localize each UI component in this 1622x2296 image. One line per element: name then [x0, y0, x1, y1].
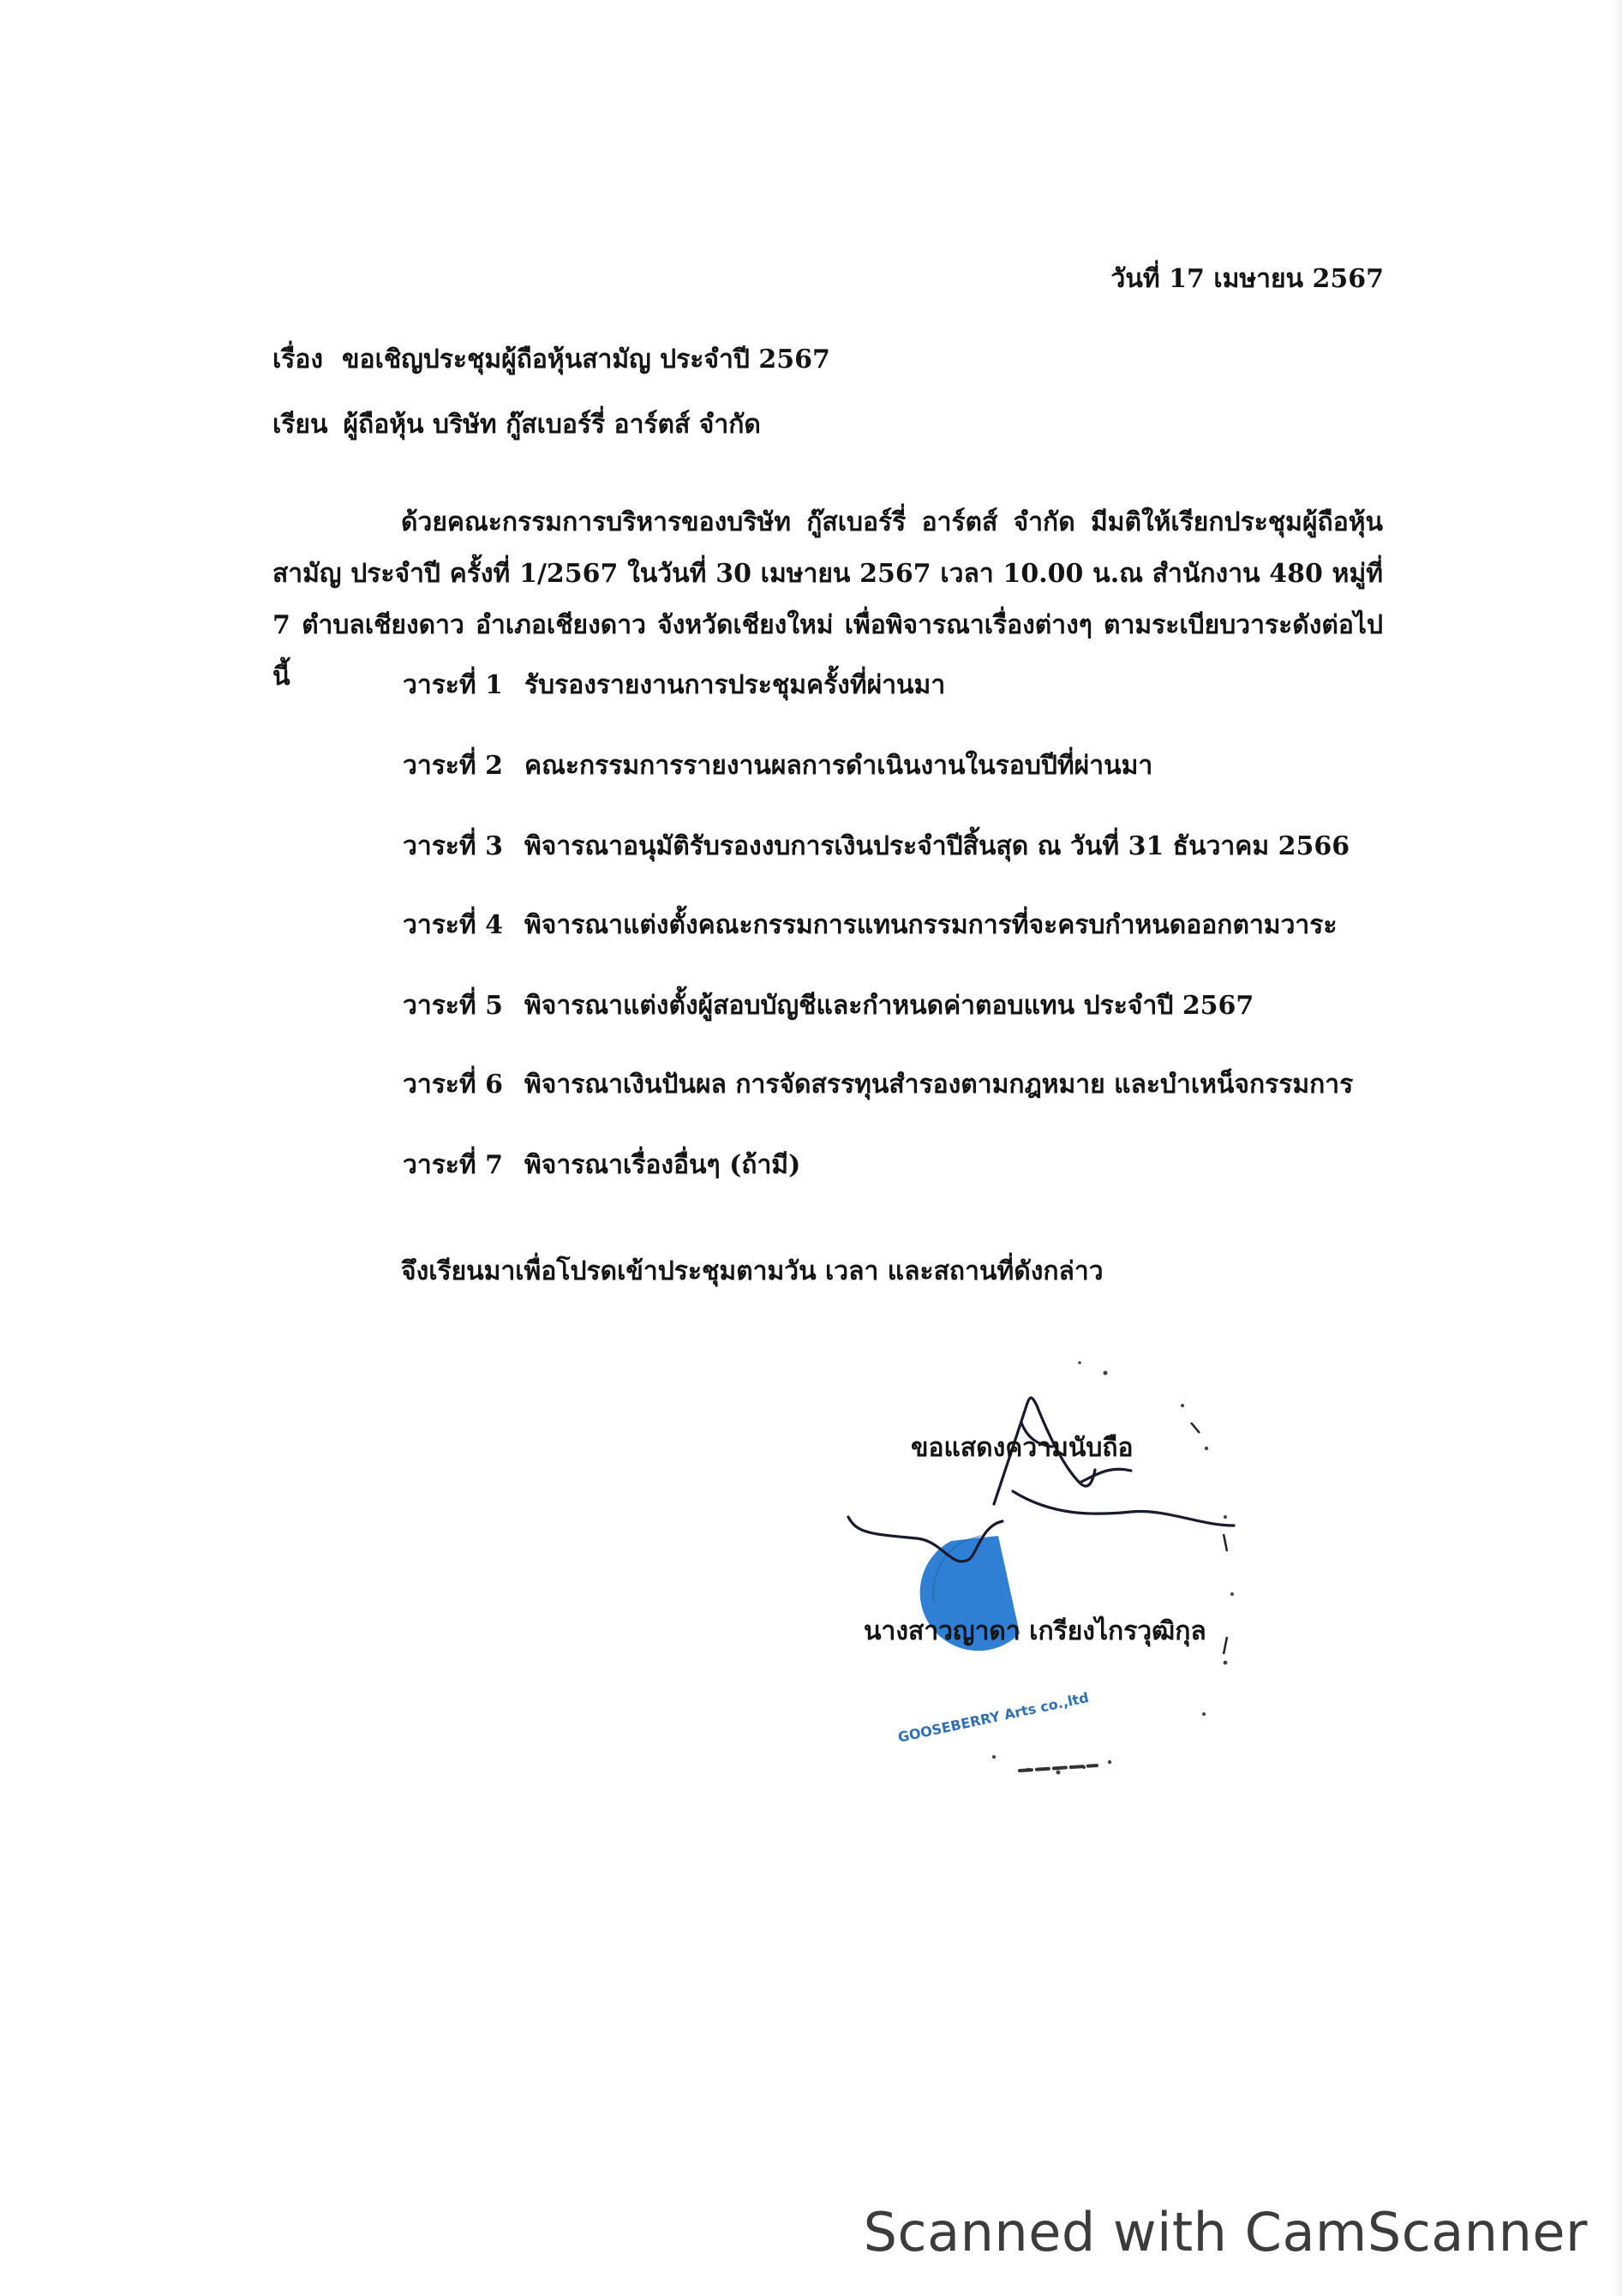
signature-icon: [848, 1398, 1234, 1562]
agenda-number: วาระที่ 3: [403, 831, 504, 861]
agenda-item: [403, 1150, 800, 1181]
agenda-number: วาระที่ 2: [403, 751, 504, 781]
agenda-text: พิจารณาอนุมัติรับรองงบการเงินประจำปีสิ้นสุด ณ วันที่ 31 ธันวาคม 2566: [524, 831, 1350, 861]
recipient-text: ผู้ถือหุ้น บริษัท กู๊สเบอร์รี่ อาร์ตส์ จำกัด: [343, 410, 761, 440]
agenda-text: พิจารณาแต่งตั้งคณะกรรมการแทนกรรมการที่จะครบกำหนดออกตามวาระ: [524, 910, 1338, 940]
letter-recipient: [272, 410, 761, 441]
agenda-number: วาระที่ 1: [403, 670, 504, 700]
agenda-item: [403, 991, 1254, 1022]
agenda-text: รับรองรายงานการประชุมครั้งที่ผ่านมา: [524, 670, 946, 700]
agenda-text: พิจารณาแต่งตั้งผู้สอบบัญชีและกำหนดค่าตอบแทน ประจำปี 2567: [524, 991, 1254, 1021]
letter-closing: จึงเรียนมาเพื่อโปรดเข้าประชุมตามวัน เวลา และสถานที่ดังกล่าว: [401, 1256, 1104, 1286]
agenda-item: [403, 910, 1338, 941]
agenda-number: วาระที่ 4: [403, 910, 504, 940]
letter-date: วันที่ 17 เมษายน 2567: [1110, 264, 1384, 294]
page-edge-shadow: [1613, 0, 1622, 2296]
agenda-text: คณะกรรมการรายงานผลการดำเนินงานในรอบปีที่ผ่านมา: [524, 751, 1153, 781]
agenda-text: พิจารณาเงินปันผล การจัดสรรทุนสำรองตามกฎหมาย และบำเหน็จกรรมการ: [524, 1070, 1354, 1100]
agenda-item: [403, 751, 1152, 782]
subject-label: เรื่อง: [272, 345, 324, 375]
recipient-label: เรียน: [272, 410, 328, 440]
letter-regards: ขอแสดงความนับถือ: [911, 1433, 1134, 1463]
signature-block: [823, 1354, 1251, 1800]
agenda-number: วาระที่ 5: [403, 991, 504, 1021]
agenda-number: วาระที่ 6: [403, 1070, 504, 1100]
agenda-number: วาระที่ 7: [403, 1150, 504, 1180]
letter-subject: [272, 345, 830, 375]
company-seal: [823, 1354, 1251, 1800]
agenda-item: [403, 831, 1350, 862]
subject-text: ขอเชิญประชุมผู้ถือหุ้นสามัญ ประจำปี 2567: [342, 345, 830, 375]
scanner-watermark: Scanned with CamScanner: [863, 2201, 1588, 2263]
letter-body: ด้วยคณะกรรมการบริหารของบริษัท กู๊สเบอร์รี่ อาร์ตส์ จำกัด มีมติให้เรียกประชุมผู้ถือหุ้นสามัญ ประจำปี ครั้งที่ 1/2567 ในวันที่ 30 เมษายน 2567 เวลา 10.00 น.ณ สำนักงาน 480 หมู่ที่ 7 ตำบลเชียงดาว อำเภอเชียงดาว จังหวัดเชียงใหม่ เพื่อพิจารณาเรื่องต่างๆ ตามระเบียบวาระดังต่อไปนี้: [272, 507, 1383, 692]
agenda-item: [403, 670, 945, 701]
signer-name: นางสาวญาดา เกรียงไกรวุฒิกุล: [864, 1616, 1206, 1646]
seal-company-text: GOOSEBERRY Arts co.,ltd: [896, 1689, 1091, 1746]
agenda-text: พิจารณาเรื่องอื่นๆ (ถ้ามี): [524, 1150, 801, 1180]
agenda-item: [403, 1070, 1353, 1100]
